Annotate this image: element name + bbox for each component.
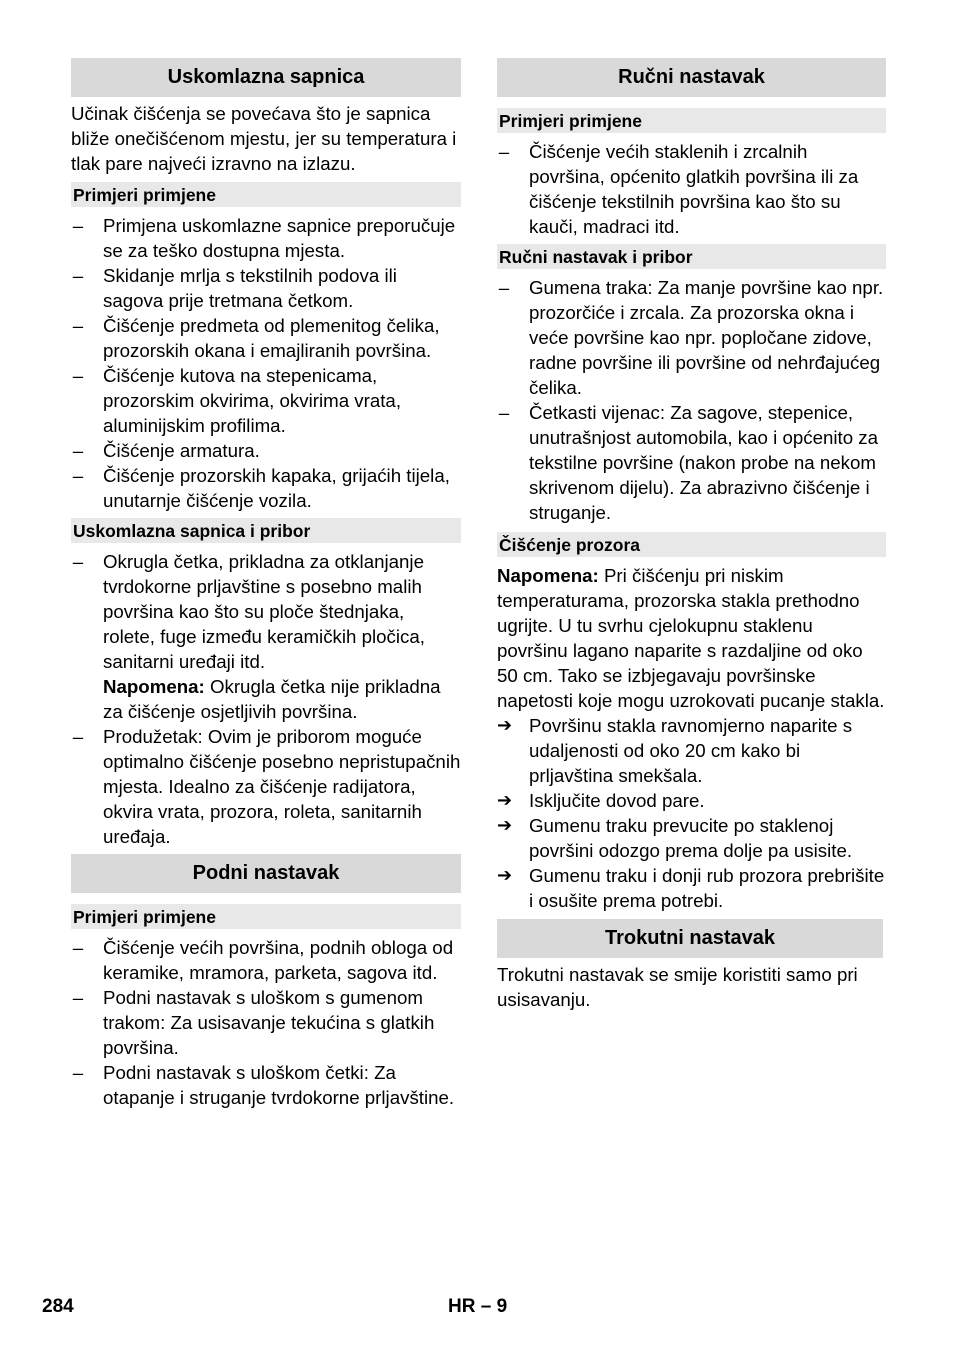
list-item-text: Čišćenje većih površina, podnih obloga od keramike, mramora, parketa, sagova itd.: [103, 937, 454, 983]
list-item-text: Gumena traka: Za manje površine kao npr. prozorčiće i zrcala. Za prozorska okna i veće površine kao npr. popločane zidove, radne površine ili površine od nehrđajućeg čelika.: [529, 277, 884, 398]
trokutni-paragraph: Trokutni nastavak se smije koristiti samo pri usisavanju.: [497, 964, 858, 1010]
dash-marker: –: [72, 551, 84, 572]
dash-marker: –: [72, 987, 84, 1008]
list-item-text: Okrugla četka, prikladna za otklanjanje tvrdokorne prljavštine s posebno malih površina kao što su ploče štednjaka, rolete, fuge između keramičkih pločica, sanitarni uređaji itd.: [103, 551, 425, 672]
list-item-text: Podni nastavak s uloškom četki: Za otapanje i struganje tvrdokorne prljavštine.: [103, 1062, 455, 1108]
dash-marker: –: [72, 315, 84, 336]
list-item: [71, 363, 461, 438]
arrow-icon: ➔: [497, 790, 513, 810]
right-column: [497, 58, 886, 1012]
list-item-text: Čišćenje armatura.: [103, 440, 260, 461]
arrow-icon: ➔: [497, 815, 513, 835]
list-item: [497, 400, 886, 525]
language-page-label: HR – 9: [448, 1296, 508, 1317]
list-item-text: Čišćenje predmeta od plemenitog čelika, prozorskih okana i emajliranih površina.: [103, 315, 440, 361]
dash-marker: –: [72, 465, 84, 486]
list-item: [497, 275, 886, 400]
note-text: Pri čišćenju pri niskim temperaturama, prozorska stakla prethodno ugrijte. U tu svrhu cjelokupnu staklenu površinu lagano naparite s razdaljine od oko 50 cm. Tako se izbjegavaju površinske napetosti koje mogu uzrokovati pucanje stakla.: [497, 565, 885, 711]
list-item: [497, 139, 886, 239]
list-item-text: Čišćenje kutova na stepenicama, prozorskim okvirima, okvirima vrata, aluminijskim profilima.: [103, 365, 402, 436]
step-item: [497, 863, 886, 913]
dash-marker: –: [72, 265, 84, 286]
section-title-trokutni-nastavak: Trokutni nastavak: [497, 919, 883, 958]
list-item: [71, 263, 461, 313]
section-title-podni-nastavak: Podni nastavak: [71, 854, 461, 893]
step-text: Gumenu traku prevucite po staklenoj površini odozgo prema dolje pa usisite.: [529, 815, 853, 861]
list-podni-nastavak: [71, 935, 461, 1110]
step-item: [497, 713, 886, 788]
step-item: [497, 813, 886, 863]
list-rucni-pribor: [497, 275, 886, 525]
dash-marker: –: [498, 402, 510, 423]
intro-paragraph: Učinak čišćenja se povećava što je sapnica bliže onečišćenom mjestu, jer su temperatura i tlak pare najveći izravno na izlazu.: [71, 103, 457, 174]
list-item: [71, 438, 461, 463]
dash-marker: –: [498, 141, 510, 162]
note-text: Okrugla četka nije prikladna za čišćenje osjetljivih površina.: [103, 676, 441, 722]
arrow-icon: ➔: [497, 865, 513, 885]
list-item: [71, 985, 461, 1060]
subheading-primjeri-primjene: Primjeri primjene: [71, 904, 461, 929]
section-title-rucni-nastavak: Ručni nastavak: [497, 58, 886, 97]
step-item: [497, 788, 886, 813]
list-item-text: Čišćenje većih staklenih i zrcalnih površina, općenito glatkih površina ili za čišćenje tekstilnih površina kao što su kauči, madraci itd.: [529, 141, 859, 237]
list-pribor: [71, 549, 461, 849]
list-item: [71, 724, 461, 849]
list-item: [71, 549, 461, 724]
step-text: Površinu stakla ravnomjerno naparite s udaljenosti od oko 20 cm kako bi prljavština smekšala.: [529, 715, 853, 786]
subheading-uskomlazna-sapnica-pribor: Uskomlazna sapnica i pribor: [71, 518, 461, 543]
list-item: [71, 313, 461, 363]
dash-marker: –: [72, 937, 84, 958]
list-item-text: Produžetak: Ovim je priborom moguće optimalno čišćenje posebno nepristupačnih mjesta. Idealno za čišćenje radijatora, okvira vrata, prozora, roleta, sanitarnih uređaja.: [103, 726, 461, 847]
list-steps: [497, 713, 886, 913]
dash-marker: –: [72, 1062, 84, 1083]
dash-marker: –: [72, 365, 84, 386]
section-title-uskomlazna-sapnica: Uskomlazna sapnica: [71, 58, 461, 97]
list-item: [71, 463, 461, 513]
window-note-paragraph: [497, 563, 886, 713]
list-item-text: Četkasti vijenac: Za sagove, stepenice, unutrašnjost automobila, kao i općenito za tekstilne površine (nakon probe na nekom skrivenom dijelu). Za abrazivno čišćenje i struganje.: [529, 402, 879, 523]
list-item-text: Čišćenje prozorskih kapaka, grijaćih tijela, unutarnje čišćenje vozila.: [103, 465, 450, 511]
step-text: Gumenu traku i donji rub prozora prebrišite i osušite prema potrebi.: [529, 865, 885, 911]
arrow-icon: ➔: [497, 715, 513, 735]
subheading-ciscenje-prozora: Čišćenje prozora: [497, 532, 886, 557]
dash-marker: –: [72, 726, 84, 747]
list-item: [71, 213, 461, 263]
subheading-primjeri-primjene: Primjeri primjene: [71, 182, 461, 207]
page-number: 284: [42, 1296, 74, 1317]
list-item-text: Primjena uskomlazne sapnice preporučuje se za teško dostupna mjesta.: [103, 215, 456, 261]
dash-marker: –: [72, 215, 84, 236]
note-label: Napomena:: [103, 676, 205, 697]
list-primjeri-primjene: [71, 213, 461, 513]
list-item: [71, 935, 461, 985]
note-label: Napomena:: [497, 565, 599, 586]
dash-marker: –: [498, 277, 510, 298]
step-text: Isključite dovod pare.: [529, 790, 705, 811]
list-rucni-primjeri: [497, 139, 886, 239]
list-item-text: Podni nastavak s uloškom s gumenom trakom: Za usisavanje tekućina s glatkih površina.: [103, 987, 435, 1058]
dash-marker: –: [72, 440, 84, 461]
subheading-primjeri-primjene: Primjeri primjene: [497, 108, 886, 133]
list-item: [71, 1060, 461, 1110]
list-item-text: Skidanje mrlja s tekstilnih podova ili sagova prije tretmana četkom.: [103, 265, 397, 311]
left-column: [71, 58, 461, 1110]
subheading-rucni-nastavak-pribor: Ručni nastavak i pribor: [497, 244, 886, 269]
